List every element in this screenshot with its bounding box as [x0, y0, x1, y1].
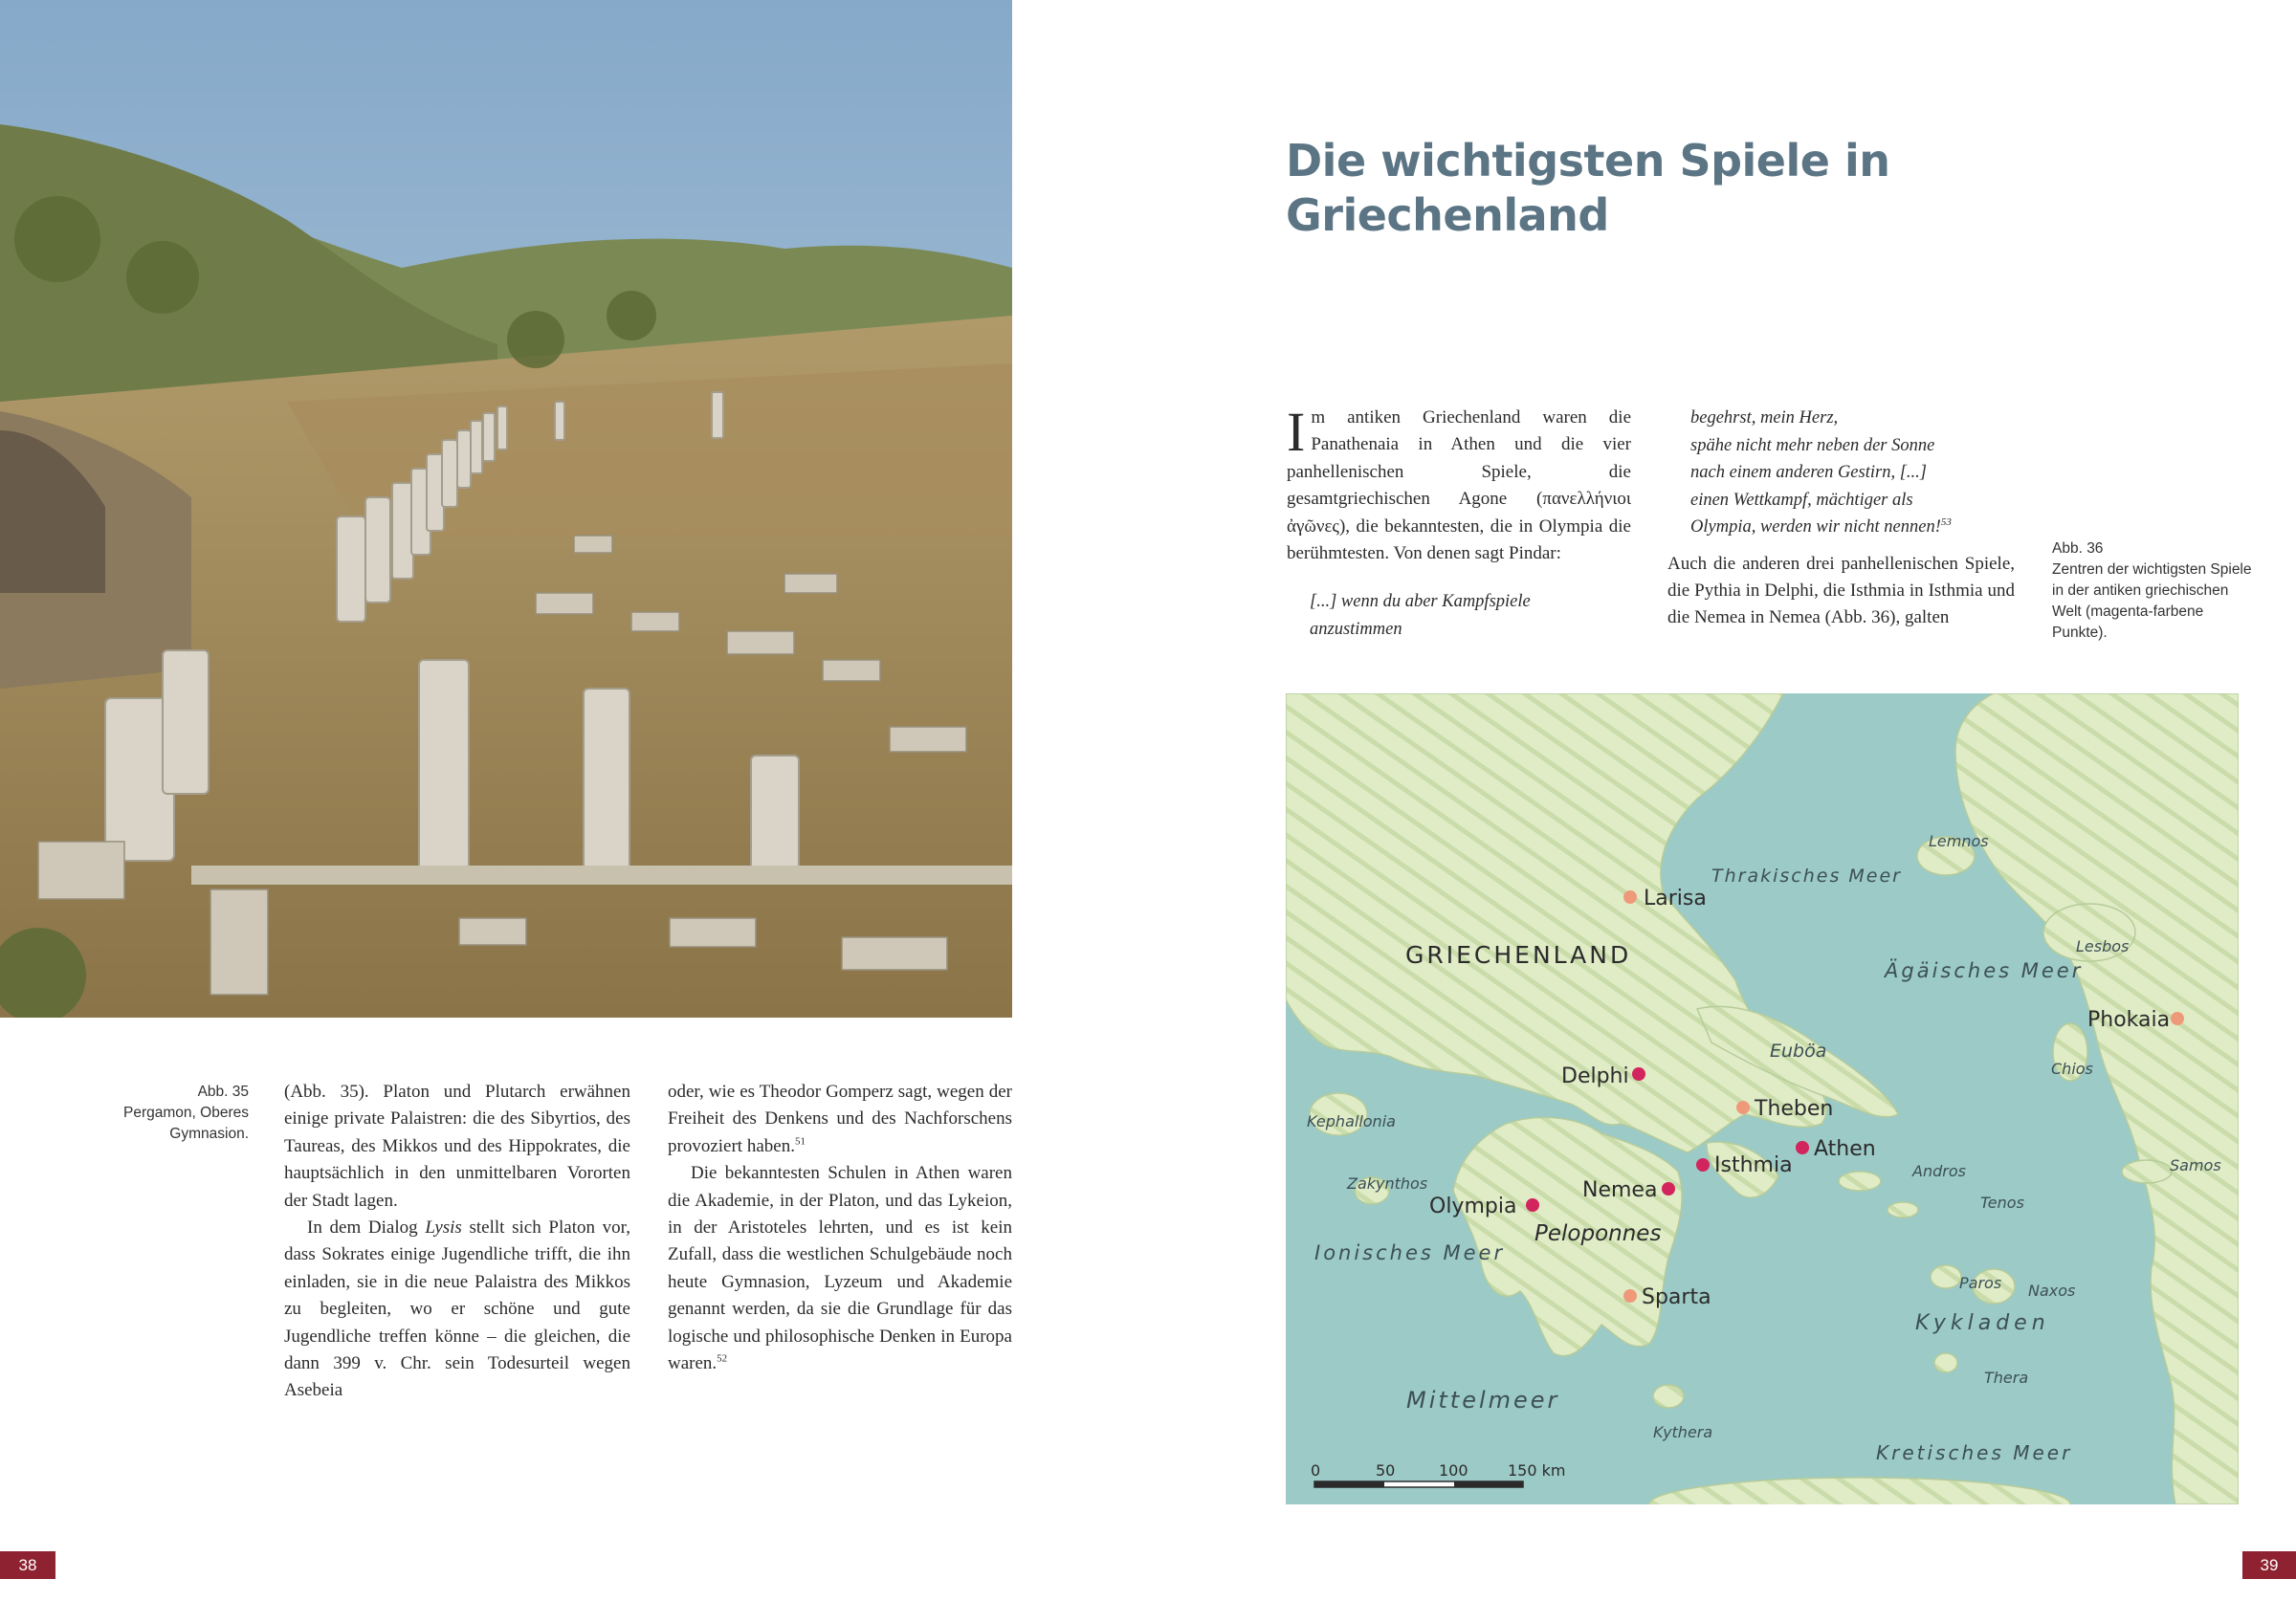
body-column-2 [668, 1079, 1012, 1377]
city-dot-phokaia [2171, 1012, 2184, 1025]
thera-island [1934, 1353, 1957, 1372]
city-label-nemea: Nemea [1582, 1178, 1658, 1202]
verse-line: nach einem anderen Gestirn, [...] [1690, 463, 1927, 482]
paragraph: (Abb. 35). Platon und Plutarch erwähnen einige private Palaistren: die des Sibyrtios, des Taureas, des Mikkos und des Hippokrates, die hauptsächlich in den unmittelbaren Vororten der Stadt lagen. [284, 1082, 630, 1211]
island-label-lesbos: Lesbos [2076, 937, 2130, 955]
footnote-ref: 52 [717, 1352, 728, 1365]
paros-island [1931, 1265, 1961, 1288]
scale-label-100: 100 [1439, 1461, 1468, 1480]
caption-text: Zentren der wichtigsten Spiele in der antiken griechischen Welt (magenta-farbene Punkte). [2052, 561, 2252, 641]
city-label-larisa: Larisa [1644, 887, 1707, 910]
city-label-isthmia: Isthmia [1714, 1153, 1793, 1177]
city-dot-athen [1796, 1141, 1809, 1154]
city-label-theben: Theben [1755, 1097, 1834, 1121]
island-label-tenos: Tenos [1980, 1194, 2024, 1212]
body-column-1 [284, 1079, 630, 1405]
city-dot-larisa [1623, 890, 1637, 904]
paragraph: In dem Dialog Lysis stellt sich Platon vor, dass Sokrates einige Jugendliche trifft, die ihn einladen, sie in die neue Palaistra des Mikkos zu begleiten, wo er schöne und gute Jugendliche treffen könne – die gleichen, die dann 399 v. Chr. sein Todesurteil wegen Asebeia [284, 1217, 630, 1401]
greece-map [1286, 693, 2239, 1504]
island-label-chios: Chios [2051, 1060, 2093, 1078]
caption-label: Abb. 36 [2052, 540, 2104, 557]
paragraph: Die bekanntesten Schulen in Athen waren die Akademie, in der Platon, und das Lykeion, in der Aristoteles lehrten, und es ist kein Zufall, dass die westlichen Schulgebäude noch heute Gymnasion, Lyzeum und Akademie genannt werden, da sie die Grundlage für das logische und philosophische Denken in Europa waren.$^{52}$ [668, 1163, 1012, 1374]
page-number-right: 39 [2242, 1551, 2296, 1579]
city-dot-nemea [1662, 1182, 1675, 1195]
sea-label-aegaeisches: Ägäisches Meer [1885, 959, 2084, 982]
city-dot-sparta [1623, 1289, 1637, 1303]
verse-line: Olympia, werden wir nicht nennen!$^{53}$ [1690, 515, 1952, 537]
city-dot-isthmia [1696, 1158, 1710, 1172]
gymnasion-photo [0, 0, 1012, 1018]
samos-island [2122, 1160, 2172, 1183]
sea-label-kretisches: Kretisches Meer [1876, 1441, 2073, 1464]
city-label-sparta: Sparta [1642, 1285, 1711, 1309]
caption-text: Pergamon, Oberes Gymnasion. [123, 1105, 249, 1142]
city-dot-delphi [1632, 1067, 1645, 1081]
sea-label-ionisches: Ionisches Meer [1314, 1241, 1506, 1264]
city-label-delphi: Delphi [1561, 1064, 1629, 1088]
tenos-island [1888, 1202, 1918, 1217]
verse-line: spähe nicht mehr neben der Sonne [1690, 435, 1935, 455]
caption-label: Abb. 35 [197, 1084, 249, 1100]
paragraph: oder, wie es Theodor Gomperz sagt, wegen der Freiheit des Denkens und des Nachforschens provoziert haben.$^{51}$ [668, 1082, 1012, 1156]
verse-line: einen Wettkampf, mächtiger als [1690, 490, 1913, 510]
page-title: Die wichtigsten Spiele in Griechenland [1286, 135, 1890, 241]
footnote-ref: 53 [1940, 515, 1952, 528]
island-label-zakynthos: Zakynthos [1347, 1174, 1428, 1193]
city-dot-theben [1736, 1101, 1750, 1114]
footnote-ref: 51 [794, 1135, 806, 1148]
island-label-kephallonia: Kephallonia [1307, 1112, 1396, 1130]
city-label-athen: Athen [1814, 1137, 1876, 1161]
kythera-island [1653, 1385, 1684, 1408]
city-dot-olympia [1526, 1198, 1539, 1212]
island-label-lemnos: Lemnos [1929, 832, 1989, 850]
island-label-andros: Andros [1912, 1162, 1966, 1180]
region-label-kykladen: Kykladen [1915, 1311, 2050, 1335]
body-column-3 [1287, 401, 1631, 643]
island-label-kythera: Kythera [1653, 1423, 1713, 1441]
page-number-left: 38 [0, 1551, 55, 1579]
country-label: GRIECHENLAND [1405, 941, 1632, 969]
island-label-euboea: Euböa [1770, 1041, 1827, 1062]
paragraph: Auch die anderen drei panhellenischen Spiele, die Pythia in Delphi, die Isthmia in Isthmia und die Nemea in Nemea (Abb. 36), galten [1667, 553, 2015, 628]
drop-cap: I [1287, 401, 1306, 463]
city-label-phokaia: Phokaia [2087, 1008, 2171, 1032]
island-label-paros: Paros [1959, 1274, 2002, 1292]
scale-label-50: 50 [1376, 1461, 1396, 1480]
island-label-naxos: Naxos [2028, 1282, 2076, 1300]
verse-line: [...] wenn du aber Kampfspiele [1310, 592, 1531, 612]
sea-label-mittelmeer: Mittelmeer [1406, 1387, 1560, 1414]
paragraph: Im antiken Griechenland waren die Panathenaia in Athen und die vier panhellenischen Spiele, die gesamtgriechischen Agone (πανελλήνιοι ἀγῶνες), die bekanntesten, die in Olympia die berühmtesten. Von denen sagt Pindar: [1287, 401, 1631, 564]
scale-label-0: 0 [1311, 1461, 1321, 1480]
verse-line: anzustimmen [1310, 619, 1402, 639]
verse-line: begehrst, mein Herz, [1690, 408, 1839, 428]
body-column-4 [1667, 405, 2015, 632]
island-label-samos: Samos [2170, 1156, 2221, 1174]
city-label-olympia: Olympia [1429, 1195, 1517, 1218]
andros-island [1839, 1172, 1881, 1191]
figure-caption-36 [2052, 538, 2253, 644]
scale-label-150: 150 km [1508, 1461, 1566, 1480]
region-label-peloponnes: Peloponnes [1534, 1221, 1662, 1246]
sea-label-thrakisches: Thrakisches Meer [1711, 866, 1902, 887]
figure-caption-35 [86, 1082, 249, 1145]
island-label-thera: Thera [1984, 1369, 2029, 1387]
